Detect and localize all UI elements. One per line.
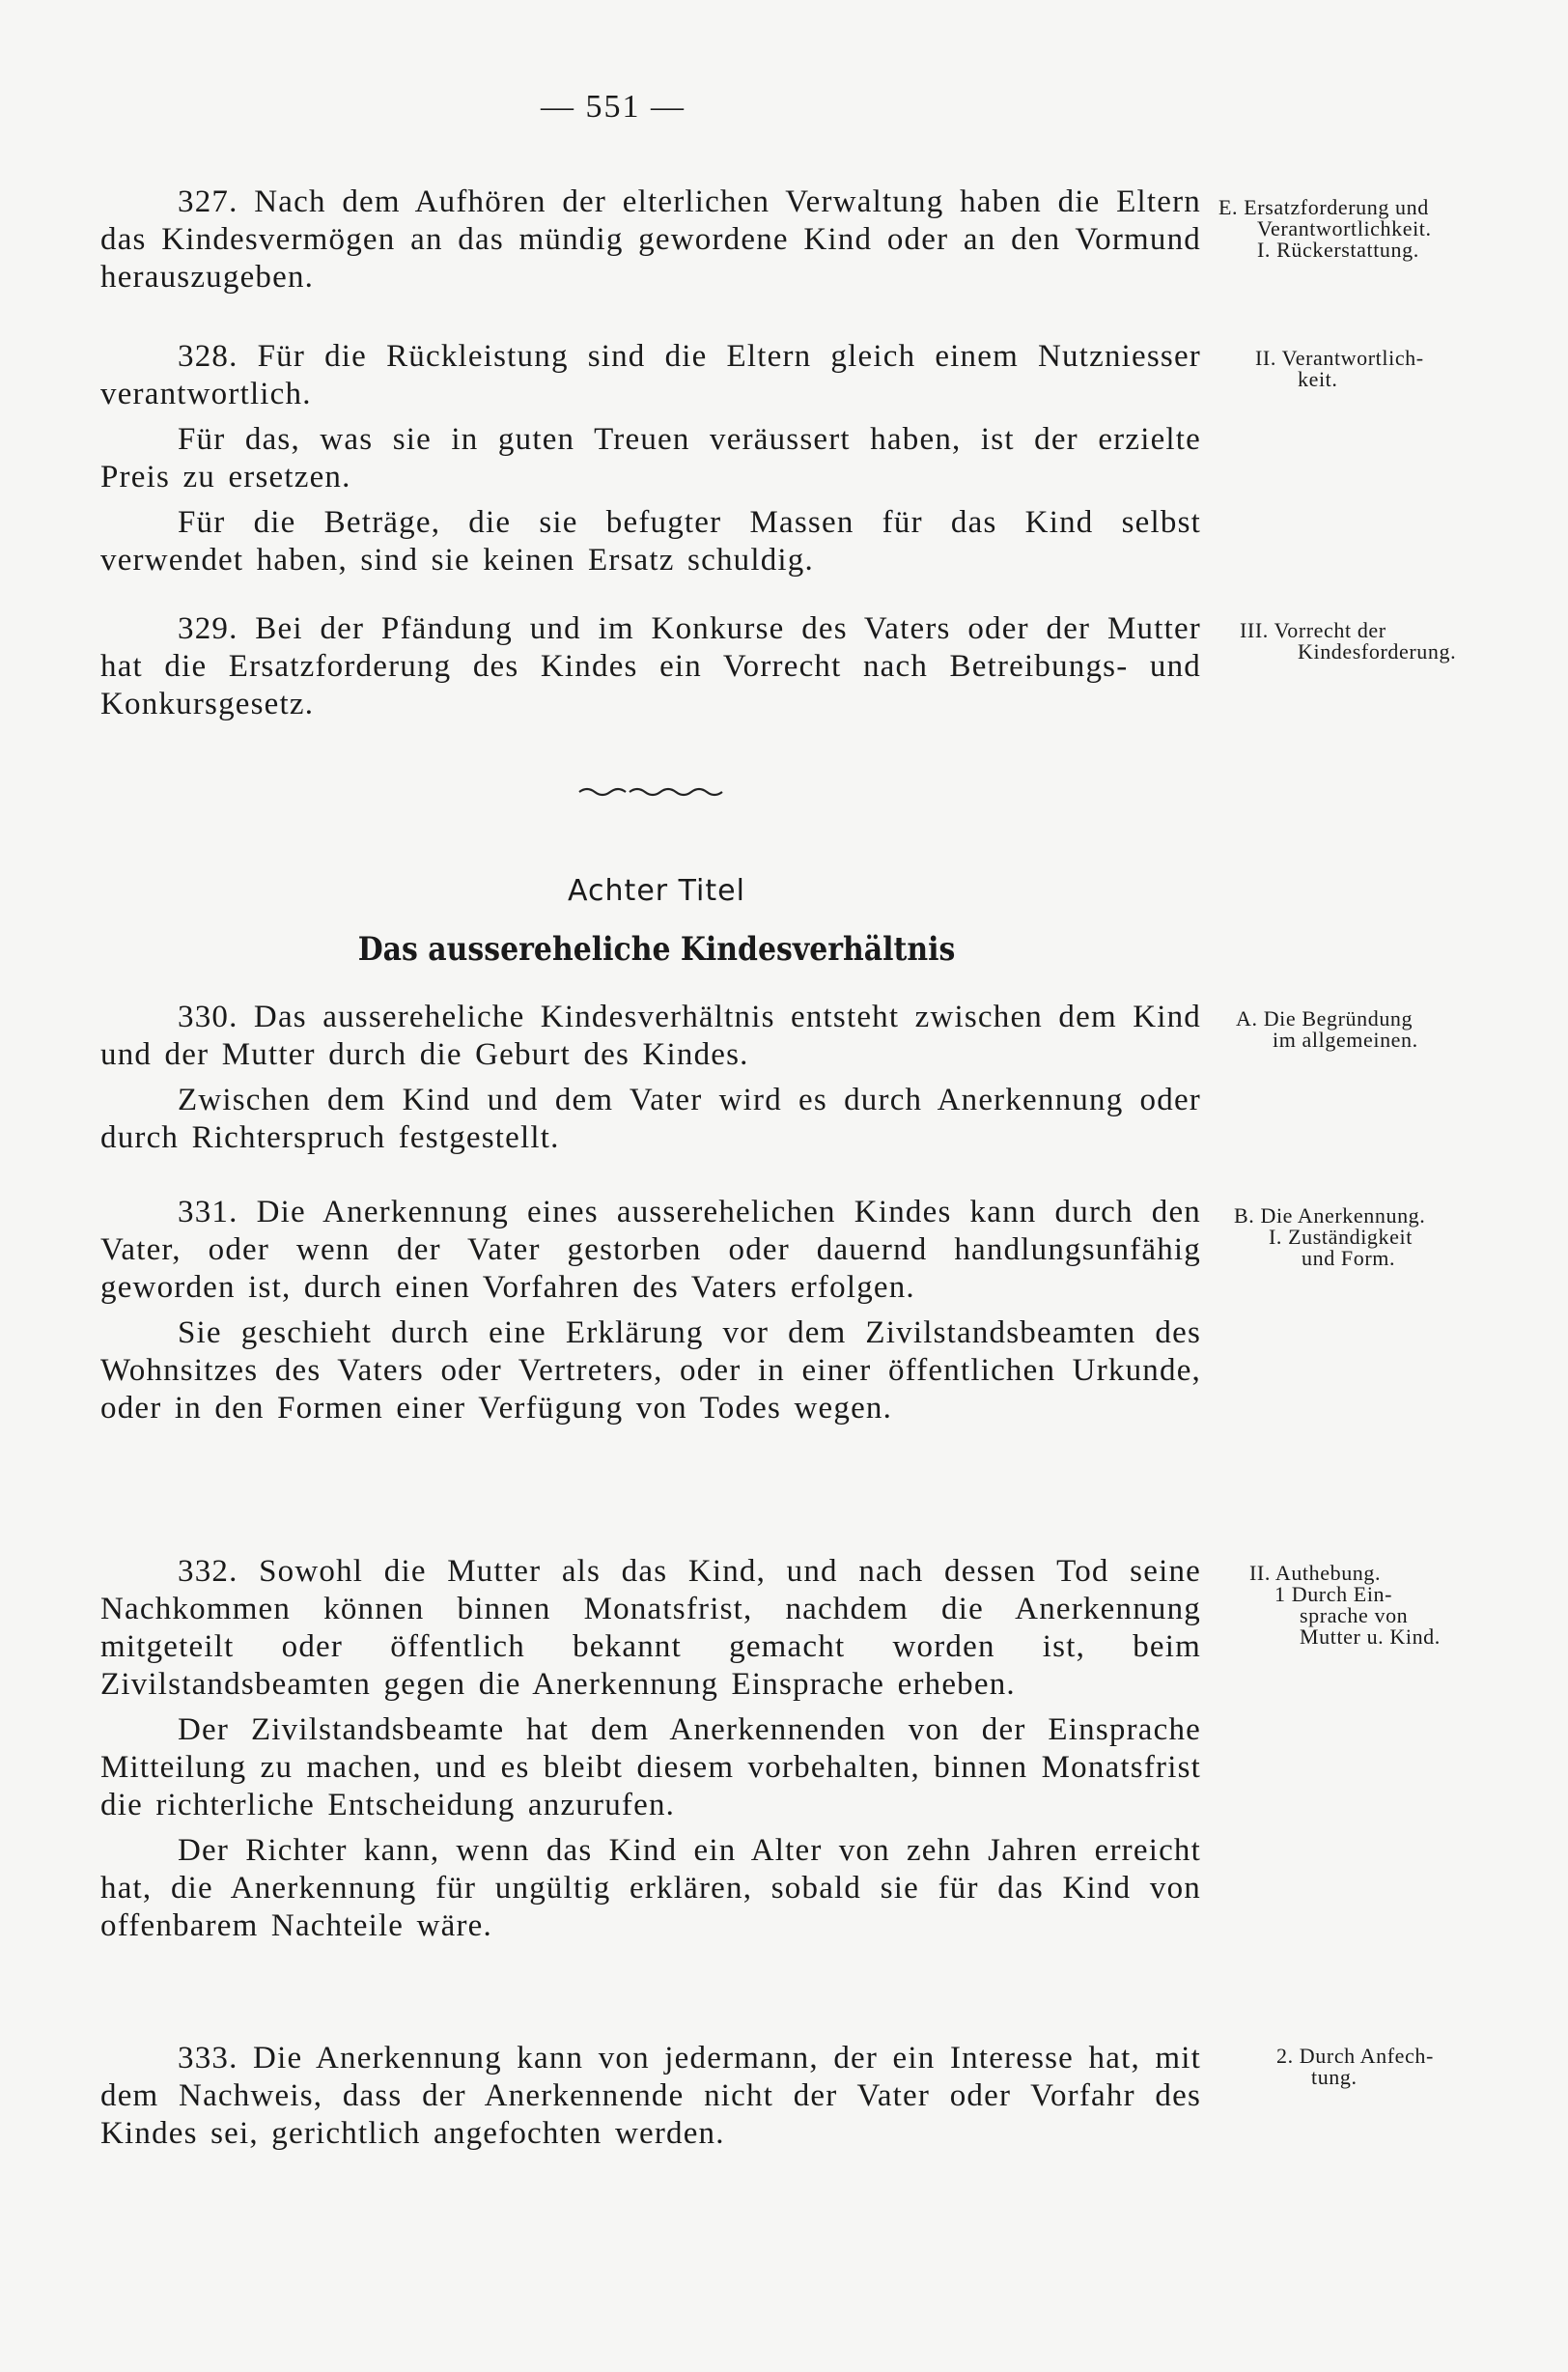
margin-note-line: Mutter u. Kind.: [1300, 1624, 1441, 1649]
margin-note-327: [1218, 197, 1547, 261]
paragraph: 327. Nach dem Aufhören der elterlichen Verwaltung haben die Eltern das Kindesvermögen an das mündig gewordene Kind oder an den Vormund herauszugeben.: [100, 184, 1201, 295]
paragraph: Der Zivilstandsbeamte hat dem Anerkennenden von der Einsprache Mitteilung zu machen, und es bleibt diesem vorbehalten, binnen Monatsfrist die richterliche Entscheidung anzurufen.: [100, 1712, 1201, 1822]
margin-note-line: und Form.: [1302, 1246, 1396, 1270]
margin-note-330: [1218, 1008, 1547, 1051]
article-333: [100, 2040, 1201, 2160]
margin-note-line: keit.: [1298, 367, 1338, 391]
paragraph: 330. Das aussereheliche Kindesverhältnis entsteht zwischen dem Kind und der Mutter durch die Geburt des Kindes.: [100, 1000, 1201, 1072]
paragraph: 332. Sowohl die Mutter als das Kind, und nach dessen Tod seine Nachkommen können binnen Monatsfrist, nachdem die Anerkennung mitgeteilt oder öffentlich bekannt gemacht worden ist, beim Zivilstandsbeamten gegen die Anerkennung Einsprache erheben.: [100, 1554, 1201, 1702]
margin-note-line: II. Authebung.: [1249, 1561, 1382, 1585]
margin-note-line: Kindesforderung.: [1298, 639, 1457, 664]
paragraph: Für das, was sie in guten Treuen veräussert haben, ist der erzielte Preis zu ersetzen.: [100, 422, 1201, 494]
margin-note-line: im allgemeinen.: [1273, 1028, 1418, 1052]
margin-note-line: A. Die Begründung: [1236, 1006, 1414, 1031]
margin-note-line: III. Vorrecht der: [1240, 618, 1386, 642]
margin-note-line: E. Ersatzforderung und: [1218, 195, 1429, 219]
article-331: [100, 1194, 1201, 1435]
article-330: [100, 999, 1201, 1165]
article-327: [100, 184, 1201, 304]
paragraph: 333. Die Anerkennung kann von jedermann, der ein Interesse hat, mit dem Nachweis, dass der Anerkennende nicht der Vater oder Vorfahr des Kindes sei, gerichtlich angefochten werden.: [100, 2041, 1201, 2151]
margin-note-line: I. Zuständigkeit: [1269, 1225, 1413, 1249]
page-number: — 551 —: [541, 89, 686, 125]
margin-note-line: sprache von: [1300, 1603, 1409, 1627]
margin-note-331: [1218, 1205, 1547, 1269]
paragraph: 329. Bei der Pfändung und im Konkurse des Vaters oder der Mutter hat die Ersatzforderung des Kindes ein Vorrecht nach Betreibungs- und Konkursgesetz.: [100, 611, 1201, 721]
paragraph: Für die Beträge, die sie befugter Massen für das Kind selbst verwendet haben, sind sie keinen Ersatz schuldig.: [100, 505, 1201, 578]
margin-note-line: 2. Durch Anfech-: [1276, 2044, 1434, 2068]
margin-note-line: tung.: [1311, 2065, 1358, 2089]
margin-note-line: Verantwortlichkeit.: [1257, 216, 1432, 240]
margin-note-line: 1 Durch Ein-: [1274, 1582, 1393, 1606]
paragraph: Sie geschieht durch eine Erklärung vor dem Zivilstandsbeamten des Wohnsitzes des Vaters oder Vertreters, oder in einer öffentlichen Urkunde, oder in den Formen einer Verfügung von Todes wegen.: [100, 1315, 1201, 1426]
paragraph: 331. Die Anerkennung eines ausserehelichen Kindes kann durch den Vater, oder wenn der Vater gestorben oder dauernd handlungsunfähig geworden ist, durch einen Vorfahren des Vaters erfolgen.: [100, 1195, 1201, 1305]
title-heading: Das aussereheliche Kindesverhältnis: [357, 930, 956, 969]
margin-note-line: B. Die Anerkennung.: [1234, 1203, 1426, 1228]
margin-note-line: II. Verantwortlich-: [1255, 346, 1424, 370]
paragraph: Zwischen dem Kind und dem Vater wird es durch Anerkennung oder durch Richterspruch festgestellt.: [100, 1083, 1201, 1155]
paragraph: Der Richter kann, wenn das Kind ein Alter von zehn Jahren erreicht hat, die Anerkennung für ungültig erklären, sobald sie für das Kind von offenbarem Nachteile wäre.: [100, 1833, 1201, 1943]
margin-note-332: [1218, 1563, 1547, 1648]
margin-note-333: [1218, 2046, 1547, 2088]
wavy-divider-ornament: [577, 784, 732, 800]
paragraph: 328. Für die Rückleistung sind die Eltern gleich einem Nutzniesser verantwortlich.: [100, 339, 1201, 411]
margin-note-329: [1218, 620, 1547, 663]
article-332: [100, 1553, 1201, 1953]
article-328: [100, 338, 1201, 587]
margin-note-line: I. Rückerstattung.: [1257, 238, 1419, 262]
title-label: Achter Titel: [568, 874, 745, 908]
margin-note-328: [1218, 348, 1547, 390]
article-329: [100, 610, 1201, 731]
